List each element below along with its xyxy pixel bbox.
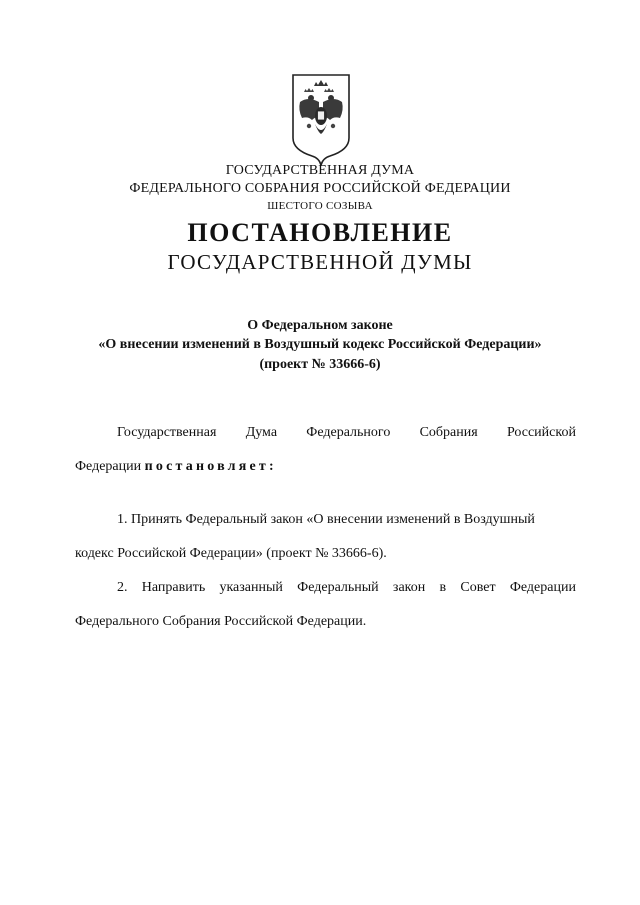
intro-word: Государственная — [117, 425, 217, 440]
item-2-word: Направить — [141, 580, 206, 595]
intro-line-2 — [75, 459, 277, 475]
intro-word: Дума — [245, 425, 278, 440]
intro-line-1 — [117, 425, 576, 441]
intro-word: Российской — [506, 425, 576, 440]
item-2-word: Федеральный — [297, 580, 379, 595]
assembly-name: ФЕДЕРАЛЬНОГО СОБРАНИЯ РОССИЙСКОЙ ФЕДЕРАЦИИ — [129, 181, 511, 196]
intro-word: Собрания — [419, 425, 478, 440]
coat-of-arms-icon — [290, 72, 352, 166]
convocation: ШЕСТОГО СОЗЫВА — [267, 200, 373, 212]
intro-prefix: Федерации — [75, 459, 145, 474]
subject-line-2: «О внесении изменений в Воздушный кодекс Российской Федерации» — [98, 337, 542, 352]
item-1-line-1: 1. Принять Федеральный закон «О внесении изменений в Воздушный — [117, 512, 535, 527]
resolves-word: постановляет: — [144, 459, 277, 474]
item-2-line-2: Федерального Собрания Российской Федерации. — [75, 614, 367, 629]
document-type: ПОСТАНОВЛЕНИЕ — [187, 218, 453, 247]
item-2-word: Совет — [460, 580, 496, 595]
item-1-line-2: кодекс Российской Федерации» (проект № 33666-6). — [75, 546, 387, 561]
subject-line-3: (проект № 33666-6) — [259, 357, 381, 372]
item-2-word: 2. — [117, 580, 128, 595]
item-2-word: Федерации — [509, 580, 576, 595]
item-2-line-1 — [117, 580, 576, 596]
intro-word: Федерального — [306, 425, 391, 440]
item-2-word: указанный — [219, 580, 283, 595]
subject-line-1: О Федеральном законе — [247, 318, 393, 333]
item-2-word: в — [439, 580, 447, 595]
document-subtype: ГОСУДАРСТВЕННОЙ ДУМЫ — [167, 250, 473, 274]
item-2-word: закон — [392, 580, 426, 595]
organization-name: ГОСУДАРСТВЕННАЯ ДУМА — [225, 163, 415, 178]
